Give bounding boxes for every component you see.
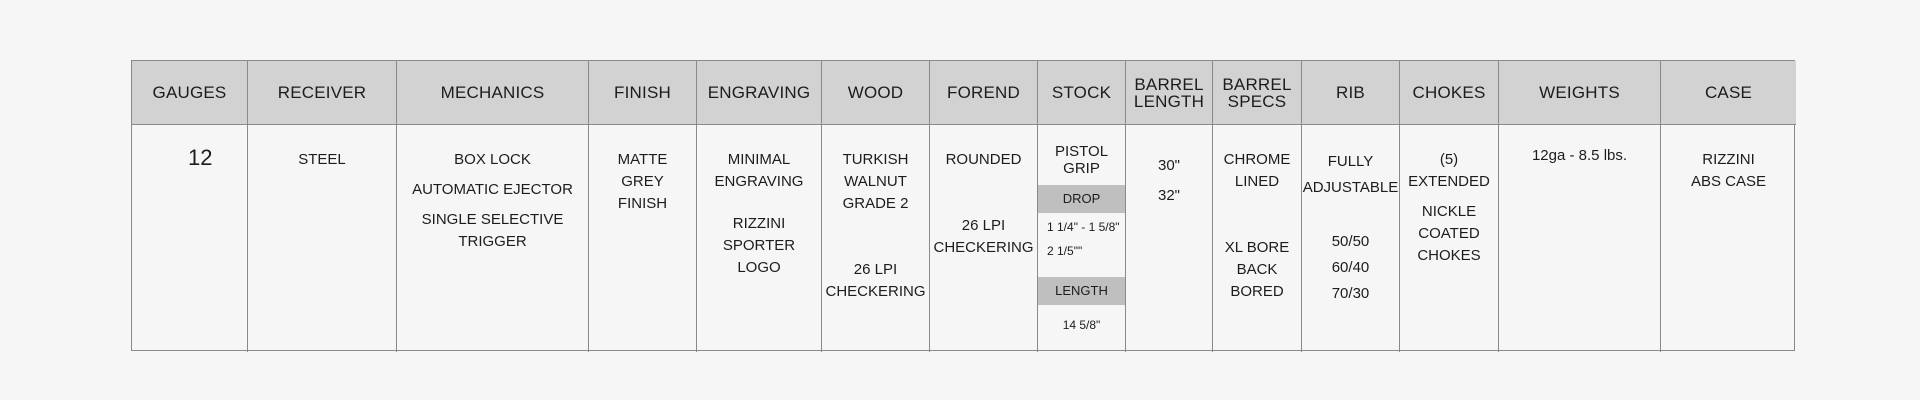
cell-chokes — [1400, 125, 1499, 352]
stock-drop-value: 1 1/4" - 1 5/8" — [1047, 220, 1120, 234]
header-barrel-length: BARREL LENGTH — [1126, 61, 1213, 125]
rib-item: 60/40 — [1331, 259, 1370, 276]
gauge-value: 12 — [188, 145, 213, 170]
header-stock: STOCK — [1038, 61, 1126, 125]
header-finish: FINISH — [589, 61, 697, 125]
wood-item: TURKISH WALNUT GRADE 2 — [842, 151, 909, 212]
cell-case — [1661, 125, 1796, 352]
stock-length-band — [1038, 277, 1125, 305]
forend-item: ROUNDED — [945, 151, 1022, 168]
rib-item: FULLY ADJUSTABLE — [1302, 153, 1399, 196]
receiver-value: STEEL — [298, 151, 346, 168]
mechanics-item: AUTOMATIC EJECTOR — [412, 181, 573, 198]
barrel-length-item: 30" — [1157, 157, 1180, 174]
stock-drop-label: DROP — [1062, 191, 1101, 206]
rib-item: 50/50 — [1331, 233, 1370, 250]
wood-item: 26 LPI CHECKERING — [825, 261, 926, 300]
cell-wood — [822, 125, 930, 352]
header-forend: FOREND — [930, 61, 1038, 125]
header-barrel-specs: BARREL SPECS — [1213, 61, 1302, 125]
cell-barrel-specs — [1213, 125, 1302, 352]
chokes-item: (5) EXTENDED — [1408, 151, 1490, 190]
header-mechanics: MECHANICS — [397, 61, 589, 125]
cell-receiver — [248, 125, 397, 352]
header-case: CASE — [1661, 61, 1796, 125]
stock-length-label: LENGTH — [1055, 283, 1108, 298]
stock-grip: PISTOL GRIP — [1054, 143, 1109, 177]
header-chokes: CHOKES — [1400, 61, 1499, 125]
stock-drop-value: 2 1/5"" — [1047, 244, 1083, 258]
cell-stock — [1038, 125, 1126, 352]
cell-gauges — [132, 125, 248, 352]
stock-drop-band — [1038, 185, 1125, 213]
header-wood: WOOD — [822, 61, 930, 125]
cell-forend — [930, 125, 1038, 352]
rib-item: 70/30 — [1331, 285, 1370, 302]
barrel-specs-item: XL BORE BACK BORED — [1224, 239, 1290, 300]
header-engraving: ENGRAVING — [697, 61, 822, 125]
cell-weights — [1499, 125, 1661, 352]
weights-value: 12ga - 8.5 lbs. — [1531, 147, 1628, 164]
case-value: RIZZINI ABS CASE — [1690, 151, 1767, 190]
cell-rib — [1302, 125, 1400, 352]
cell-engraving — [697, 125, 822, 352]
chokes-item: NICKLE COATED CHOKES — [1417, 203, 1481, 264]
engraving-item: RIZZINI SPORTER LOGO — [722, 215, 796, 276]
mechanics-item: BOX LOCK — [454, 151, 531, 168]
header-rib: RIB — [1302, 61, 1400, 125]
cell-finish — [589, 125, 697, 352]
cell-barrel-length — [1126, 125, 1213, 352]
mechanics-item: SINGLE SELECTIVE TRIGGER — [421, 211, 564, 250]
barrel-specs-item: CHROME LINED — [1223, 151, 1291, 190]
forend-item: 26 LPI CHECKERING — [933, 217, 1034, 256]
header-gauges: GAUGES — [132, 61, 248, 125]
engraving-item: MINIMAL ENGRAVING — [714, 151, 804, 190]
barrel-length-item: 32" — [1157, 187, 1180, 204]
cell-mechanics — [397, 125, 589, 352]
header-receiver: RECEIVER — [248, 61, 397, 125]
stock-length-value: 14 5/8" — [1062, 318, 1101, 332]
finish-value: MATTE GREY FINISH — [617, 151, 668, 212]
spec-table — [131, 60, 1795, 351]
header-weights: WEIGHTS — [1499, 61, 1661, 125]
